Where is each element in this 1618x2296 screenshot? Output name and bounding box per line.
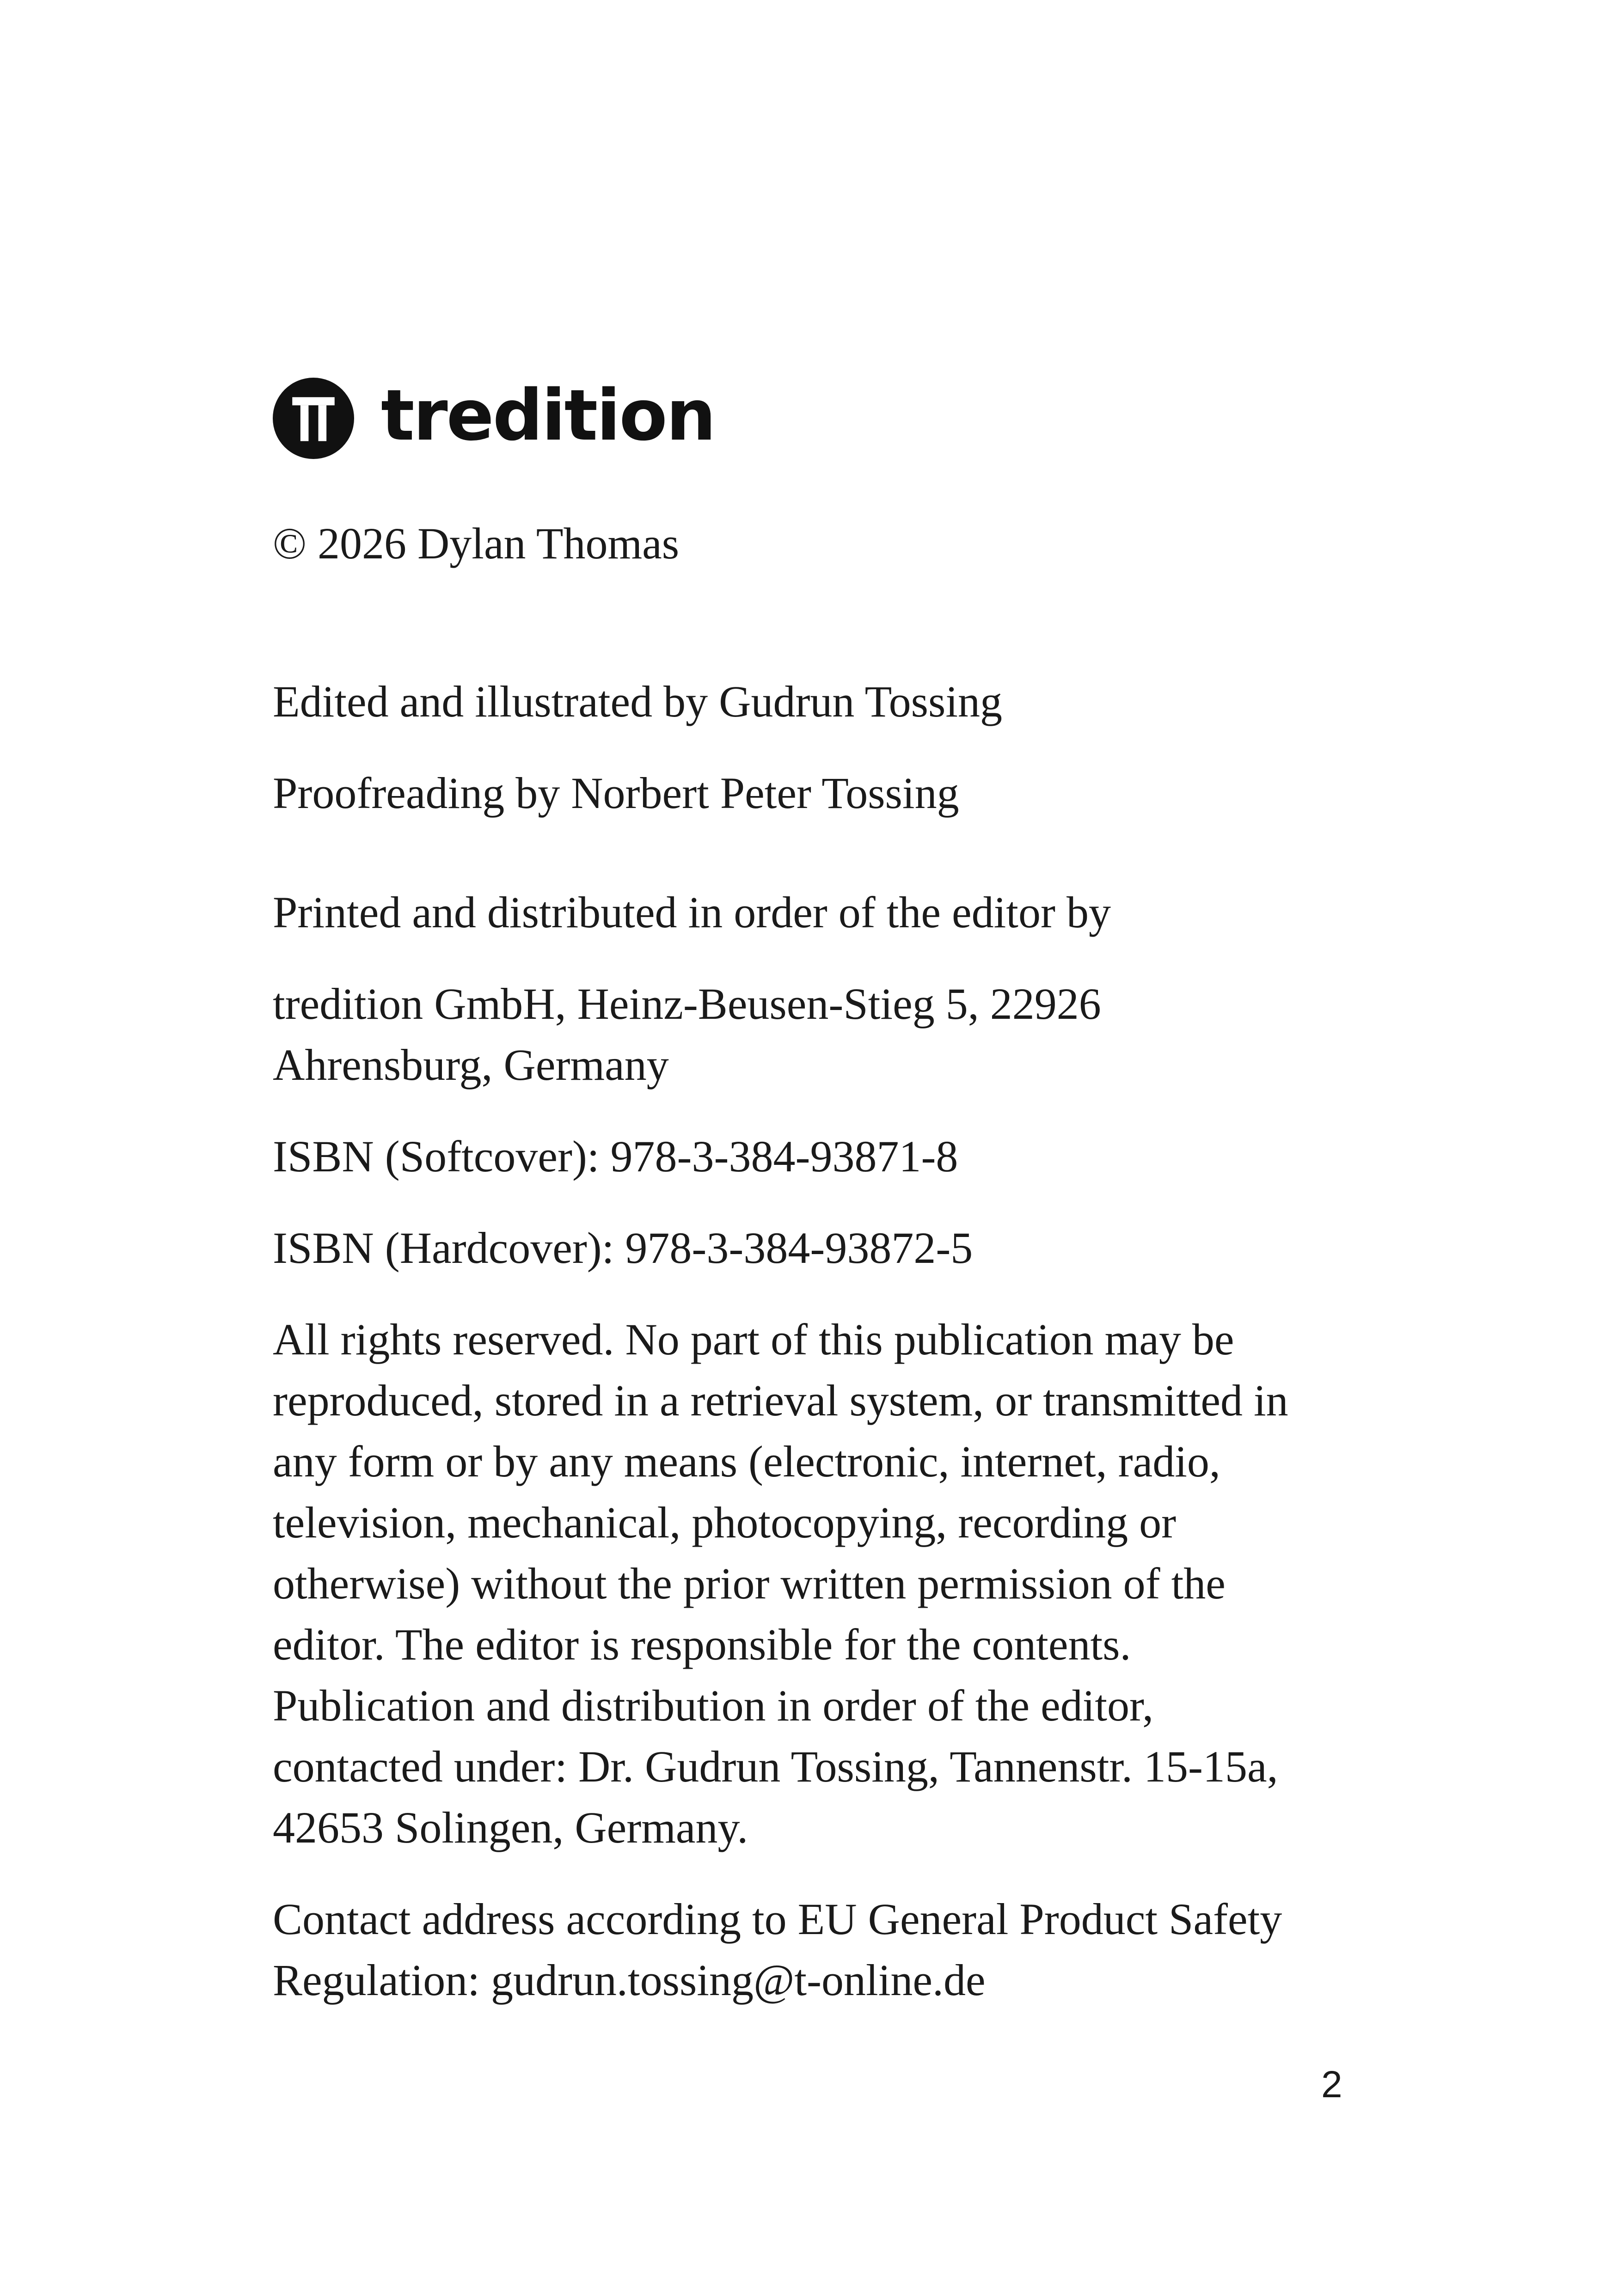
contact-paragraph xyxy=(273,1889,1364,2011)
rights-line: 42653 Solingen, Germany. xyxy=(273,1803,748,1852)
edited-by-line: Edited and illustrated by Gudrun Tossing xyxy=(273,677,1002,726)
imprint-content xyxy=(273,374,1364,2011)
rights-line: Publication and distribution in order of the editor, xyxy=(273,1681,1154,1730)
rights-paragraph xyxy=(273,1309,1364,1858)
rights-line: contacted under: Dr. Gudrun Tossing, Tannenstr. 15-15a, xyxy=(273,1742,1278,1791)
rights-line: All rights reserved. No part of this publication may be xyxy=(273,1315,1234,1364)
rights-line: reproduced, stored in a retrieval system, or transmitted in xyxy=(273,1376,1288,1425)
rights-line: television, mechanical, photocopying, recording or xyxy=(273,1498,1177,1547)
rights-line: otherwise) without the prior written permission of the xyxy=(273,1559,1226,1608)
rights-line: editor. The editor is responsible for the contents. xyxy=(273,1620,1131,1669)
tredition-logo-icon xyxy=(273,378,354,459)
publisher-address xyxy=(273,974,1364,1096)
contact-line: Contact address according to EU General Product Safety xyxy=(273,1894,1282,1944)
logo-text: tredition xyxy=(381,374,715,456)
proofreading-line: Proofreading by Norbert Peter Tossing xyxy=(273,768,959,818)
address-line: tredition GmbH, Heinz-Beusen-Stieg 5, 22926 xyxy=(273,979,1101,1029)
rights-line: any form or by any means (electronic, internet, radio, xyxy=(273,1437,1220,1486)
printed-by-line: Printed and distributed in order of the editor by xyxy=(273,888,1111,937)
isbn-hardcover: ISBN (Hardcover): 978-3-384-93872-5 xyxy=(273,1223,973,1273)
copyright-line: © 2026 Dylan Thomas xyxy=(273,519,680,568)
isbn-softcover: ISBN (Softcover): 978-3-384-93871-8 xyxy=(273,1132,958,1181)
contact-line: Regulation: gudrun.tossing@t-online.de xyxy=(273,1955,986,2005)
page-number: 2 xyxy=(1321,2063,1342,2106)
publisher-logo xyxy=(273,374,1364,462)
address-line: Ahrensburg, Germany xyxy=(273,1040,669,1090)
